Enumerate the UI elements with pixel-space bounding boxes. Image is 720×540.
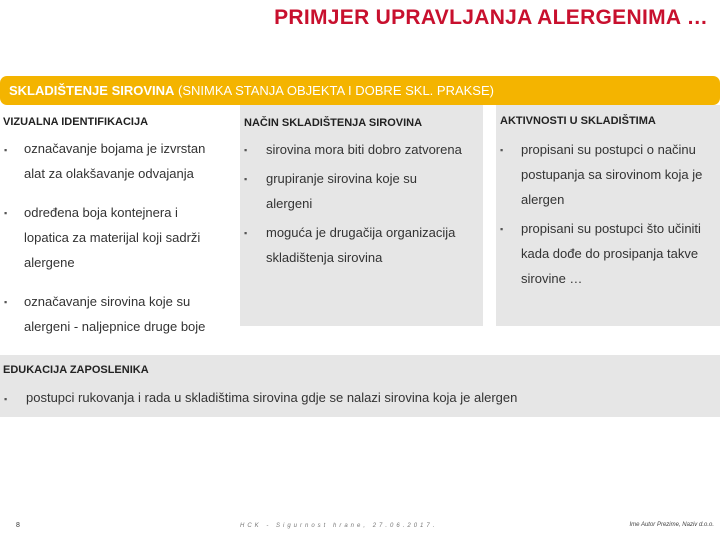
- list-item-line: alergene: [24, 255, 75, 270]
- list-item-line: označavanje sirovina koje su: [24, 294, 191, 309]
- section-banner: [0, 76, 720, 105]
- page-number: 8: [16, 522, 20, 529]
- list-item-line: određena boja kontejnera i: [24, 205, 178, 220]
- list-item-line: sirovine …: [521, 271, 583, 286]
- bullet-icon: ▪: [244, 174, 248, 184]
- employee-education-heading: EDUKACIJA ZAPOSLENIKA: [3, 364, 149, 376]
- warehouse-activities-heading: AKTIVNOSTI U SKLADIŠTIMA: [500, 115, 656, 127]
- list-item-line: postupanja sa sirovinom koja je: [521, 167, 703, 182]
- list-item-line: alergeni - naljepnice druge boje: [24, 319, 206, 334]
- footer-caption: HCK - Sigurnost hrane, 27.06.2017.: [240, 523, 438, 529]
- list-item-line: sirovina mora biti dobro zatvorena: [266, 142, 462, 157]
- bullet-icon: ▪: [4, 208, 8, 218]
- bullet-icon: ▪: [244, 145, 248, 155]
- bullet-icon: ▪: [4, 394, 8, 404]
- list-item-line: alergen: [521, 192, 565, 207]
- banner-subtitle: (SNIMKA STANJA OBJEKTA I DOBRE SKL. PRAKSE): [174, 83, 494, 98]
- banner-title: SKLADIŠTENJE SIROVINA: [9, 83, 175, 98]
- list-item-line: propisani su postupci što učiniti: [521, 221, 701, 236]
- list-item-line: skladištenja sirovina: [266, 250, 383, 265]
- storage-method-heading: NAČIN SKLADIŠTENJA SIROVINA: [244, 117, 423, 129]
- visual-identification-heading: VIZUALNA IDENTIFIKACIJA: [3, 116, 149, 128]
- bullet-icon: ▪: [4, 297, 8, 307]
- list-item-line: kada dođe do prosipanja takve: [521, 246, 699, 261]
- bullet-icon: ▪: [4, 145, 8, 155]
- list-item-line: propisani su postupci o načinu: [521, 142, 696, 157]
- list-item-line: alergeni: [266, 196, 313, 211]
- list-item-line: označavanje bojama je izvrstan: [24, 141, 206, 156]
- bullet-icon: ▪: [244, 228, 248, 238]
- bullet-icon: ▪: [500, 224, 504, 234]
- list-item-line: moguća je drugačija organizacija: [266, 225, 456, 240]
- footer-author: Ime Autor Prezime, Naziv d.o.o.: [629, 522, 714, 528]
- education-item: postupci rukovanja i rada u skladištima sirovina gdje se nalazi sirovina koja je alergen: [26, 390, 518, 405]
- list-item-line: lopatica za materijal koji sadrži: [24, 230, 201, 245]
- list-item-line: alat za olakšavanje odvajanja: [24, 166, 194, 181]
- banner-text: [9, 83, 494, 98]
- page-title: PRIMJER UPRAVLJANJA ALERGENIMA …: [274, 6, 708, 29]
- list-item-line: grupiranje sirovina koje su: [266, 171, 418, 186]
- bullet-icon: ▪: [500, 145, 504, 155]
